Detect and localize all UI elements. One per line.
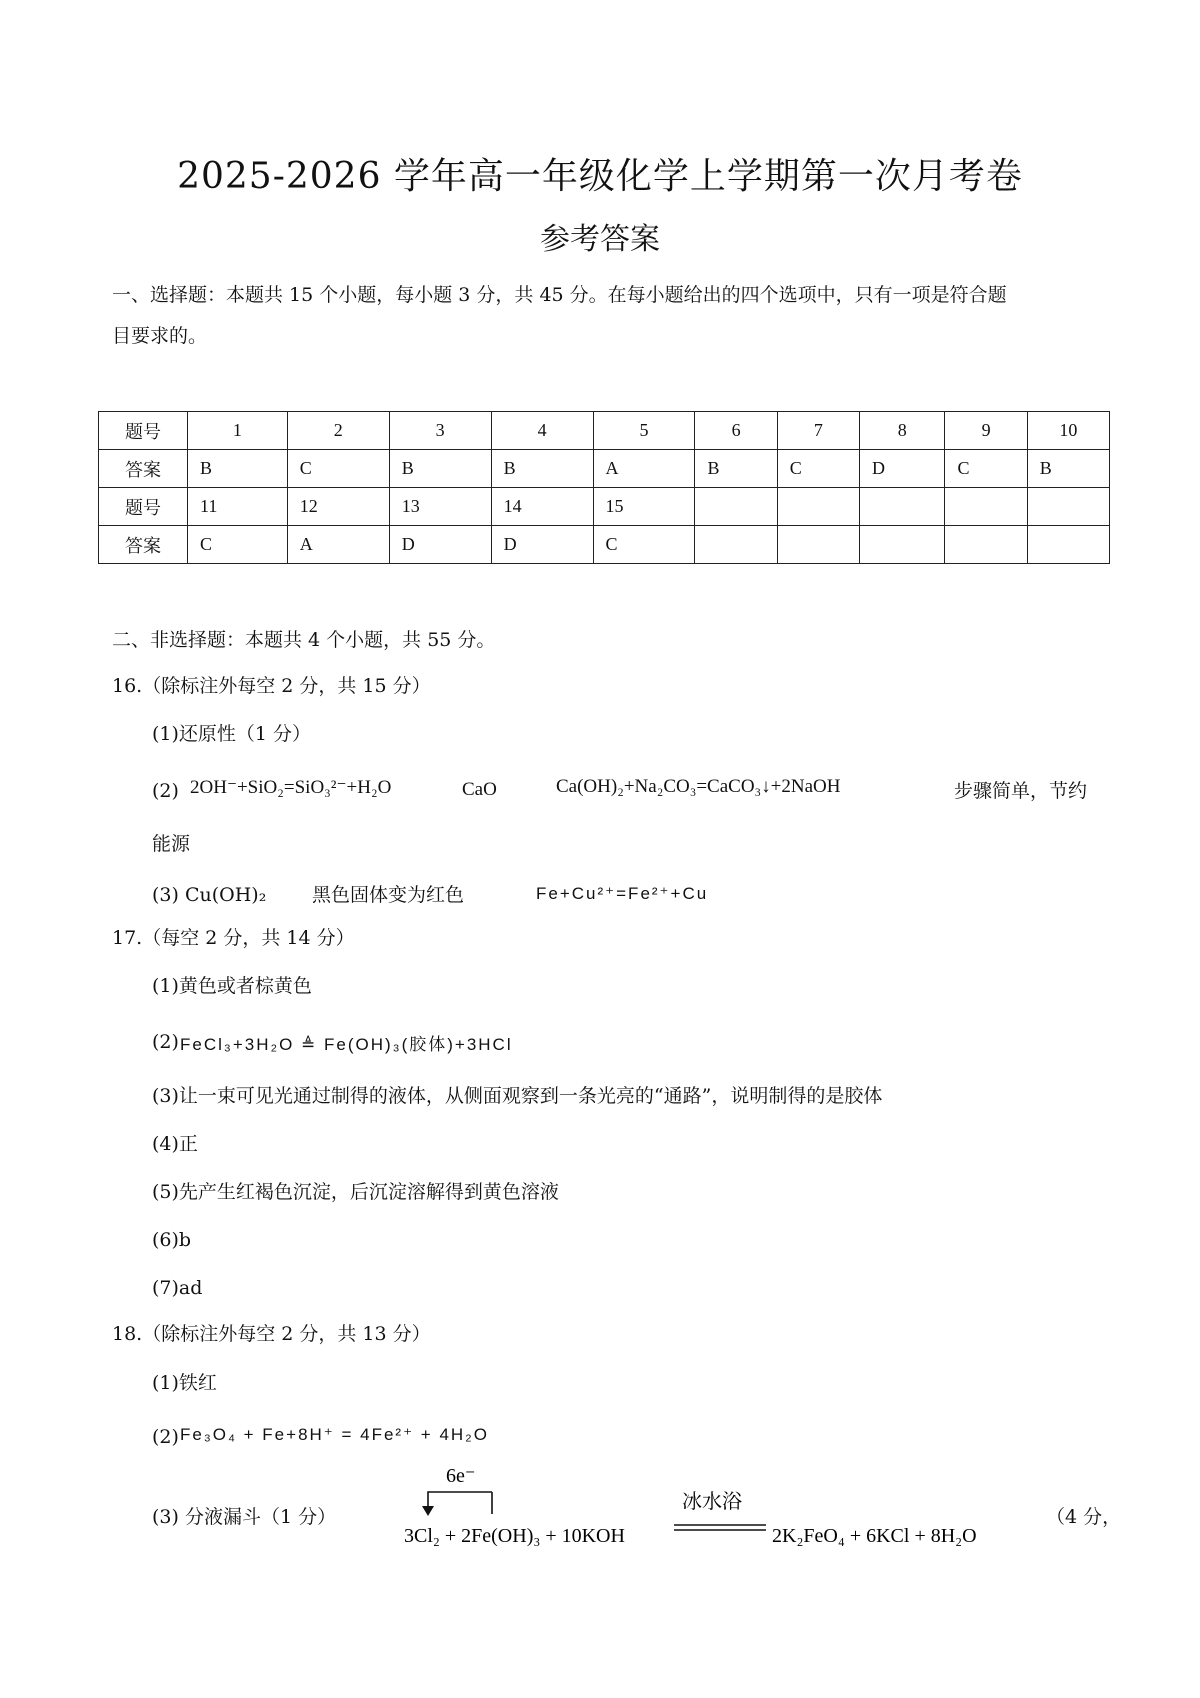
question-number: 9 bbox=[945, 412, 1027, 450]
question-number: 5 bbox=[593, 412, 695, 450]
answer-cell: D bbox=[491, 526, 593, 564]
q16-equation-2: Ca(OH)₂+Na₂CO₃=CaCO₃↓+2NaOH bbox=[556, 776, 841, 797]
q16-part1: (1)还原性（1 分） bbox=[152, 723, 312, 745]
question-number: 3 bbox=[389, 412, 491, 450]
q17-header: 17.（每空 2 分，共 14 分） bbox=[112, 927, 355, 949]
answer-cell: D bbox=[389, 526, 491, 564]
answer-cell: B bbox=[695, 450, 777, 488]
q16-equation-3: Fe+Cu²⁺=Fe²⁺+Cu bbox=[536, 884, 709, 903]
q18-header: 18.（除标注外每空 2 分，共 13 分） bbox=[112, 1323, 431, 1345]
answer-table bbox=[98, 411, 1110, 564]
page-subtitle: 参考答案 bbox=[540, 222, 660, 257]
electron-transfer-label: 6e⁻ bbox=[446, 1465, 476, 1487]
answer-cell: D bbox=[859, 450, 944, 488]
table-row-numbers-2 bbox=[99, 488, 1110, 526]
answer-cell: C bbox=[593, 526, 695, 564]
answer-cell: B bbox=[389, 450, 491, 488]
table-row-answers-2 bbox=[99, 526, 1110, 564]
q17-part4: (4)正 bbox=[152, 1133, 198, 1155]
question-number: 13 bbox=[389, 488, 491, 526]
question-number: 7 bbox=[777, 412, 859, 450]
answer-cell: A bbox=[593, 450, 695, 488]
q17-part2-label: (2) bbox=[152, 1031, 179, 1053]
q16-part3-text: 黑色固体变为红色 bbox=[312, 884, 465, 906]
question-number bbox=[945, 488, 1027, 526]
question-number bbox=[695, 488, 777, 526]
row-label-answer: 答案 bbox=[99, 526, 188, 564]
electron-transfer-bracket bbox=[428, 1492, 492, 1514]
q17-part7: (7)ad bbox=[152, 1277, 203, 1299]
page-title: 2025-2026 学年高一年级化学上学期第一次月考卷 bbox=[177, 156, 1023, 197]
q18-equation-2: Fe₃O₄ + Fe+8H⁺ = 4Fe²⁺ + 4H₂O bbox=[180, 1425, 489, 1444]
question-number: 1 bbox=[188, 412, 288, 450]
q16-part2-text-b: 能源 bbox=[152, 833, 191, 855]
q16-answer-cao: CaO bbox=[462, 779, 497, 800]
answer-cell bbox=[695, 526, 777, 564]
question-number: 12 bbox=[287, 488, 389, 526]
q18-part1: (1)铁红 bbox=[152, 1372, 217, 1394]
q17-part1: (1)黄色或者棕黄色 bbox=[152, 975, 312, 997]
reaction-condition: 冰水浴 bbox=[682, 1491, 742, 1513]
q18-part2-label: (2) bbox=[152, 1426, 179, 1448]
answer-cell: C bbox=[777, 450, 859, 488]
answer-cell bbox=[859, 526, 944, 564]
reactants: 3Cl₂ + 2Fe(OH)₃ + 10KOH bbox=[404, 1525, 625, 1547]
question-number bbox=[1027, 488, 1109, 526]
question-number: 4 bbox=[491, 412, 593, 450]
q16-equation-1: 2OH⁻+SiO₂=SiO₃²⁻+H₂O bbox=[190, 777, 392, 798]
question-number bbox=[777, 488, 859, 526]
answer-cell: C bbox=[188, 526, 288, 564]
answer-cell: C bbox=[945, 450, 1027, 488]
question-number: 6 bbox=[695, 412, 777, 450]
table-row-numbers-1 bbox=[99, 412, 1110, 450]
answer-cell bbox=[945, 526, 1027, 564]
q17-part5: (5)先产生红褐色沉淀，后沉淀溶解得到黄色溶液 bbox=[152, 1181, 559, 1203]
question-number: 11 bbox=[188, 488, 288, 526]
answer-cell: B bbox=[491, 450, 593, 488]
q17-equation: FeCl₃+3H₂O ≜ Fe(OH)₃(胶体)+3HCl bbox=[180, 1035, 513, 1054]
question-number: 14 bbox=[491, 488, 593, 526]
q17-part3: (3)让一束可见光通过制得的液体，从侧面观察到一条光亮的“通路”，说明制得的是胶体 bbox=[152, 1085, 883, 1107]
question-number: 10 bbox=[1027, 412, 1109, 450]
section2-intro: 二、非选择题：本题共 4 个小题，共 55 分。 bbox=[112, 629, 496, 651]
q16-part2-text-a: 步骤简单，节约 bbox=[954, 780, 1088, 802]
section1-intro-line1: 一、选择题：本题共 15 个小题，每小题 3 分，共 45 分。在每小题给出的四个选项中，只有一项是符合题 bbox=[112, 284, 1007, 306]
electron-transfer-arrow-icon bbox=[422, 1506, 434, 1516]
q18-part3-score: （4 分， bbox=[1046, 1506, 1122, 1528]
q16-part2-label: (2) bbox=[152, 780, 179, 802]
section1-intro-line2: 目要求的。 bbox=[112, 325, 208, 347]
q17-part6: (6)b bbox=[152, 1229, 192, 1251]
question-number: 8 bbox=[859, 412, 944, 450]
row-label-number: 题号 bbox=[99, 412, 188, 450]
answer-cell: A bbox=[287, 526, 389, 564]
table-row-answers-1 bbox=[99, 450, 1110, 488]
answer-cell bbox=[777, 526, 859, 564]
question-number bbox=[859, 488, 944, 526]
answer-cell: C bbox=[287, 450, 389, 488]
question-number: 2 bbox=[287, 412, 389, 450]
q16-part3-label: (3) Cu(OH)₂ bbox=[152, 884, 267, 906]
products: 2K₂FeO₄ + 6KCl + 8H₂O bbox=[772, 1525, 977, 1547]
answer-cell: B bbox=[188, 450, 288, 488]
q18-redox-equation bbox=[400, 1462, 1040, 1562]
question-number: 15 bbox=[593, 488, 695, 526]
answer-cell bbox=[1027, 526, 1109, 564]
row-label-answer: 答案 bbox=[99, 450, 188, 488]
q16-header: 16.（除标注外每空 2 分，共 15 分） bbox=[112, 675, 431, 697]
q18-part3-label: (3) 分液漏斗（1 分） bbox=[152, 1506, 337, 1528]
answer-cell: B bbox=[1027, 450, 1109, 488]
row-label-number: 题号 bbox=[99, 488, 188, 526]
